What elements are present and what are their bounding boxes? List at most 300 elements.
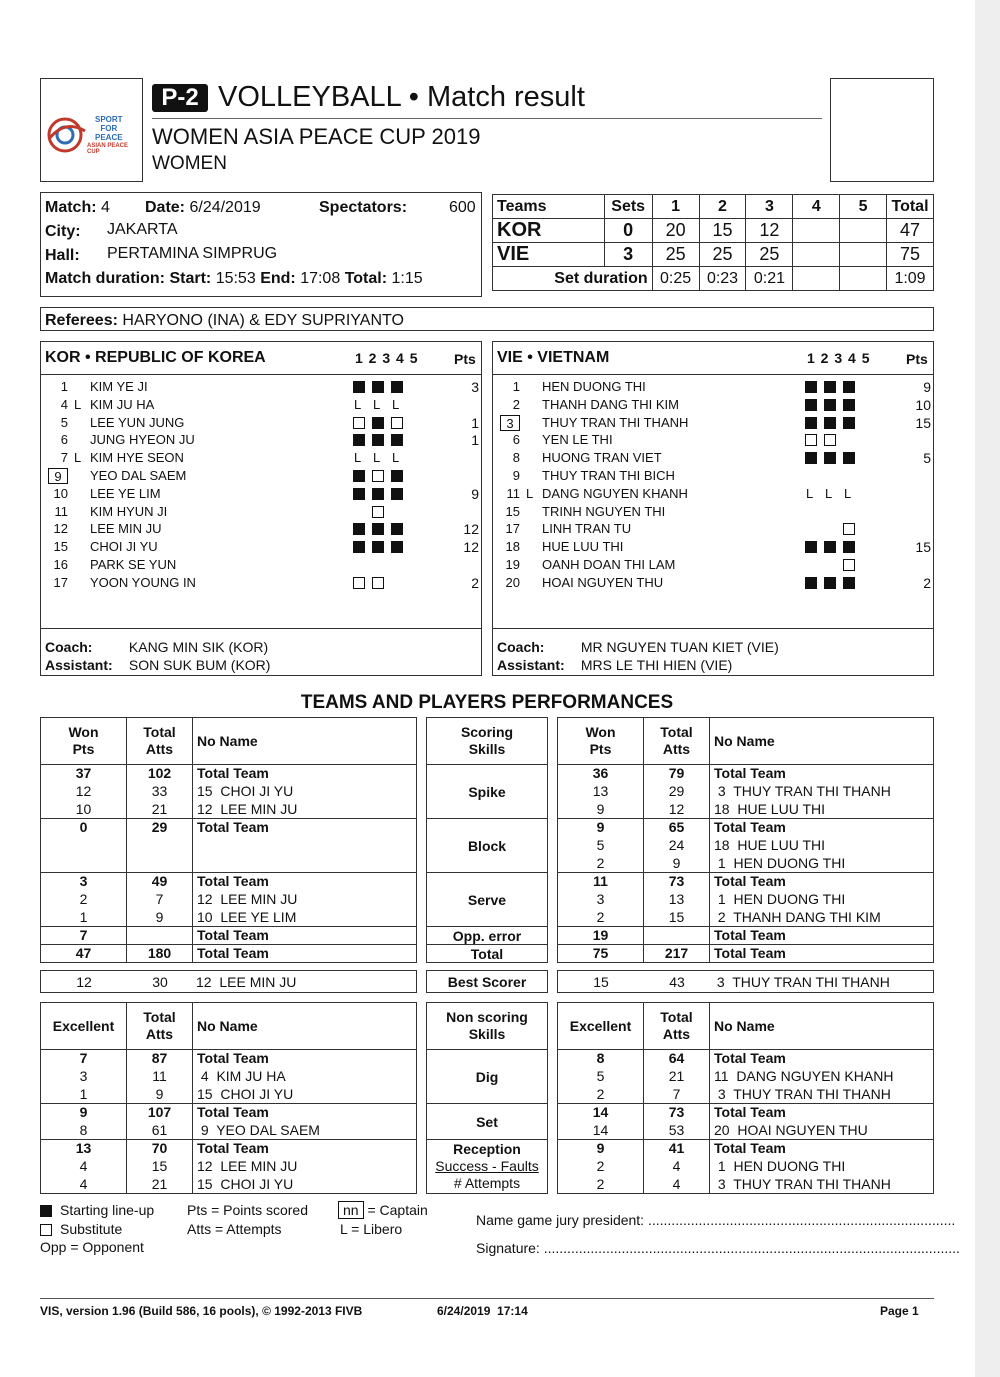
atts-value: 73 [644,1104,710,1122]
starting-lineup-square-icon [824,452,836,464]
legend-substitute: Substitute [60,1221,123,1237]
libero-set-mark: L [844,485,852,501]
substitute-square-icon [372,506,384,518]
player-points: 10 [915,396,931,413]
atts-value: 9 [127,909,193,927]
starting-lineup-square-icon [843,452,855,464]
results-header-sets: Sets [604,195,652,219]
player-points: 2 [923,574,931,591]
starting-lineup-square-icon [843,577,855,589]
player-number: 8 [512,450,520,466]
legend-atts: Atts = Attempts [187,1221,282,1237]
total-set-duration: 1:09 [887,267,934,291]
player-points: 1 [471,414,479,431]
won-value [41,837,127,855]
set-score [793,219,840,243]
perf-row [41,855,417,873]
player-points: 9 [923,379,931,395]
category-name: WOMEN [152,153,227,174]
set-duration [840,267,887,291]
player-number: 9 [48,468,68,484]
won-value: 36 [558,765,644,783]
won-value: 3 [41,1068,127,1086]
set-duration: 0:21 [746,267,793,291]
player-points: 15 [915,414,931,431]
won-value: 3 [558,891,644,909]
logo-text-1: SPORT [95,115,123,124]
total-points: 75 [887,243,934,267]
player-row [493,520,933,538]
player-name: LINH TRAN TU [542,521,632,537]
starting-lineup-square-icon [391,470,403,482]
player-entry: 15 CHOI JI YU [193,783,417,801]
performance-title: TEAMS AND PLAYERS PERFORMANCES [300,692,674,713]
perf-row [558,1068,934,1086]
starting-lineup-square-icon [372,523,384,535]
won-value: 1 [41,1086,127,1104]
player-name: THUY TRAN THI THANH [542,414,689,430]
set-score: 12 [746,219,793,243]
col-header-won [558,718,644,765]
legend-captain: = Captain [367,1202,428,1218]
results-header-set3: 3 [746,195,793,219]
won-value: 7 [41,927,127,945]
starting-lineup-square-icon [372,417,384,429]
player-entry: 1 HEN DUONG THI [710,891,934,909]
results-row-vie [493,243,934,267]
atts-value: 29 [127,819,193,837]
starting-lineup-square-icon [805,399,817,411]
player-entry: Total Team [193,945,417,963]
logo-text-4: ASIAN PEACE CUP [87,143,129,155]
atts-value: 4 [644,1158,710,1176]
won-value: 9 [558,819,644,837]
won-value: 13 [558,783,644,801]
player-entry: Total Team [710,1140,934,1158]
vie-pts-label: Pts [906,351,928,367]
footer-divider [40,1298,934,1299]
set-score: 15 [699,219,746,243]
perf-row [558,801,934,819]
starting-lineup-square-icon [353,434,365,446]
player-row [493,449,933,467]
blank-corner-box [830,78,934,182]
vie-roster-box [492,341,934,676]
footer-page: Page 1 [880,1304,919,1318]
player-number: 15 [505,503,520,519]
starting-lineup-square-icon [824,577,836,589]
won-value: 14 [558,1122,644,1140]
skills-label: Skills [468,741,506,757]
player-number: 1 [512,379,520,394]
kor-team-title: KOR • REPUBLIC OF KOREA [45,349,266,366]
starting-lineup-square-icon [843,417,855,429]
competition-name: WOMEN ASIA PEACE CUP 2019 [152,124,481,149]
player-row [493,396,933,414]
date-label: Date: [145,199,186,216]
total-duration: 1:15 [391,270,423,287]
player-row [493,378,933,396]
atts-value: 107 [127,1104,193,1122]
perf-row [558,891,934,909]
kor-coach-divider [41,628,481,629]
atts-value: 65 [644,819,710,837]
won-value: 14 [558,1104,644,1122]
signature-line: Signature: ........................................................................................................... [476,1240,960,1256]
won-value: 37 [41,765,127,783]
starting-lineup-square-icon [391,541,403,553]
starting-lineup-square-icon [805,452,817,464]
col-header-no-name: No Name [193,718,417,765]
col-header-total-atts [644,718,710,765]
won-value: 4 [41,1158,127,1176]
player-entry [193,855,417,873]
kor-best-scorer-box [40,970,417,993]
perf-row [558,945,934,963]
player-entry: Total Team [710,765,934,783]
vie-team-title: VIE • VIETNAM [497,349,610,366]
kor-pts-label: Pts [454,351,476,367]
libero-set-mark: L [806,485,814,501]
perf-row [558,837,934,855]
perf-row [41,1176,417,1194]
player-name: CHOI JI YU [90,539,158,555]
atts-value: 15 [644,909,710,927]
player-entry: 2 THANH DANG THI KIM [710,909,934,927]
player-number: 11 [54,503,68,519]
starting-lineup-square-icon [805,381,817,393]
vie-coach-label: Coach: [497,639,545,655]
skill-opp-error: Opp. error [427,927,548,945]
player-number: 20 [505,574,520,590]
perf-row [41,837,417,855]
results-header-set2: 2 [699,195,746,219]
best-scorer-label: Best Scorer [447,974,527,990]
sets-won: 0 [604,219,652,243]
kor-coach-name: KANG MIN SIK (KOR) [128,639,269,655]
player-name: THANH DANG THI KIM [542,396,679,412]
atts-value: 24 [644,837,710,855]
kor-coach-label: Coach: [45,639,93,655]
atts-value: 7 [127,891,193,909]
player-row [493,538,933,556]
won-value: 47 [41,945,127,963]
start-time: 15:53 [215,270,256,287]
perf-row [41,909,417,927]
atts-value: 21 [127,1176,193,1194]
player-points: 9 [471,485,479,502]
player-entry: Total Team [710,927,934,945]
page-edge-shadow [975,0,1000,1377]
player-entry: Total Team [710,819,934,837]
starting-lineup-square-icon [372,541,384,553]
atts-value: 21 [127,801,193,819]
end-label: End: [260,270,296,287]
libero-flag: L [74,450,82,466]
won-value: 2 [558,855,644,873]
libero-flag: L [74,396,82,412]
col-header-no-name: No Name [710,718,934,765]
match-label: Match: [45,199,97,216]
atts-value [127,837,193,855]
player-number: 11 [506,485,520,501]
player-row [41,520,481,538]
results-header-set4: 4 [793,195,840,219]
player-entry: 1 HEN DUONG THI [710,1158,934,1176]
player-name: DANG NGUYEN KHANH [542,485,688,501]
set-score: 25 [652,243,699,267]
match-number: 4 [101,199,110,216]
skill-total: Total [427,945,548,963]
won-value: 8 [558,1050,644,1068]
player-entry: 11 DANG NGUYEN KHANH [710,1068,934,1086]
player-name: KIM HYUN JI [90,503,168,519]
col-header-text: Total [143,724,176,740]
won-value: 2 [558,1158,644,1176]
col-header-won [558,1003,644,1050]
player-entry: Total Team [710,1050,934,1068]
set-duration: 0:25 [652,267,699,291]
won-value: 2 [558,909,644,927]
player-row [41,503,481,521]
atts-value [127,855,193,873]
player-number: 6 [512,432,520,448]
won-value: 1 [41,909,127,927]
libero-set-mark: L [373,450,381,466]
atts-value: 13 [644,891,710,909]
spectators-label: Spectators: [319,199,408,216]
atts-value: 4 [644,1176,710,1194]
player-entry: Total Team [710,945,934,963]
player-name: KIM JU HA [90,396,155,412]
col-header-text: Won [585,724,616,740]
won-value: 4 [41,1176,127,1194]
substitute-square-icon [372,577,384,589]
player-number: 19 [505,557,520,572]
perf-row [41,1140,417,1158]
col-header-text: Pts [589,741,612,757]
won-value: 0 [41,819,127,837]
doc-title: VOLLEYBALL • Match result [218,81,585,113]
starting-lineup-square-icon [353,470,365,482]
set-score [840,243,887,267]
perf-row [558,1086,934,1104]
perf-row [41,927,417,945]
skill-reception: Reception [453,1141,521,1157]
player-row [41,574,481,592]
substitute-square-icon [391,417,403,429]
atts-value: 21 [644,1068,710,1086]
atts-value: 9 [644,855,710,873]
libero-flag: L [526,485,534,501]
kor-assistant-name: SON SUK BUM (KOR) [128,657,271,673]
player-name: YOON YOUNG IN [90,574,196,590]
won-value: 75 [558,945,644,963]
total-points: 47 [887,219,934,243]
player-number: 5 [60,414,68,430]
perf-row [558,1176,934,1194]
player-name: HUE LUU THI [542,539,624,555]
perf-row [41,1068,417,1086]
player-entry: Total Team [193,1140,417,1158]
player-name: THUY TRAN THI BICH [542,468,675,483]
player-entry: 1 HEN DUONG THI [710,855,934,873]
vie-best-scorer-box [557,970,934,993]
won-value: 19 [558,927,644,945]
won-value: 9 [558,1140,644,1158]
vie-header-divider [493,374,933,375]
substitute-square-icon [353,577,365,589]
perf-row [41,1122,417,1140]
skill-set: Set [427,1104,548,1140]
player-row [41,431,481,449]
atts-value: 73 [644,873,710,891]
player-entry: Total Team [193,1050,417,1068]
substitute-square-icon [824,434,836,446]
player-entry: Total Team [193,873,417,891]
end-time: 17:08 [300,270,341,287]
logo-text-2: FOR [100,124,118,133]
player-name: PARK SE YUN [90,557,177,572]
results-table [492,194,934,291]
starting-lineup-square-icon [843,381,855,393]
atts-value: 102 [127,765,193,783]
kor-assistant-label: Assistant: [45,657,113,673]
perf-row [41,1050,417,1068]
starting-lineup-square-icon [372,381,384,393]
player-number: 10 [53,485,68,501]
kor-set-columns: 1 2 3 4 5 [355,350,418,366]
skill-block: Block [427,819,548,873]
won-value: 2 [558,1086,644,1104]
player-row [493,431,933,449]
player-name: KIM HYE SEON [90,450,184,466]
starting-lineup-square-icon [805,577,817,589]
atts-value: 87 [127,1050,193,1068]
won-value: 11 [558,873,644,891]
won-value [41,855,127,873]
col-header-text: Won [68,724,99,740]
starting-lineup-square-icon [824,417,836,429]
player-number: 18 [505,539,520,555]
player-row [41,556,481,574]
nonscoring-skills-column [426,1002,548,1194]
legend-starting: Starting line-up [60,1202,155,1218]
atts-value: 53 [644,1122,710,1140]
nonscoring-label: Non scoring [446,1009,528,1025]
results-header-teams: Teams [493,195,605,219]
col-header-text: Atts [662,741,691,757]
player-number: 17 [505,521,520,537]
atts-value: 29 [644,783,710,801]
player-entry: Total Team [710,873,934,891]
libero-set-mark: L [373,396,381,412]
player-number: 3 [500,415,520,431]
atts-value: 12 [644,801,710,819]
set-score: 20 [652,219,699,243]
starting-lineup-square-icon [805,417,817,429]
atts-value [127,927,193,945]
perf-row [558,927,934,945]
start-label: Start: [169,270,212,287]
jury-president-line: Name game jury president: ............................................................................... [476,1212,956,1228]
vie-coach-name: MR NGUYEN TUAN KIET (VIE) [580,639,779,655]
libero-set-mark: L [825,485,833,501]
team-code: KOR [493,219,605,243]
player-number: 7 [60,450,68,466]
perf-row [41,1158,417,1176]
results-header-total: Total [887,195,934,219]
perf-row [41,891,417,909]
starting-lineup-square-icon [824,399,836,411]
player-row [41,378,481,396]
referees-label: Referees: [45,312,118,329]
player-entry: 12 LEE MIN JU [193,891,417,909]
col-header-text: Atts [662,1026,691,1042]
perf-row [41,819,417,837]
footer-printed: 6/24/2019 17:14 [437,1304,528,1318]
kor-best-pts: 12 [76,974,92,990]
ns-skills-label: Skills [468,1026,506,1042]
player-entry: 18 HUE LUU THI [710,837,934,855]
referees-box [40,307,934,331]
starting-lineup-square-icon [391,523,403,535]
player-name: YEN LE THI [542,432,613,448]
skill-serve: Serve [427,873,548,927]
set-score: 25 [699,243,746,267]
perf-row [41,945,417,963]
starting-lineup-square-icon [353,523,365,535]
city-value: JAKARTA [107,221,178,238]
perf-row [558,1158,934,1176]
player-entry: 10 LEE YE LIM [193,909,417,927]
player-number: 9 [512,468,520,483]
player-entry: 12 LEE MIN JU [193,801,417,819]
substitute-square-icon [372,470,384,482]
player-entry: Total Team [710,1104,934,1122]
substitute-square-icon [843,559,855,571]
col-header-text: Atts [145,1026,174,1042]
won-value: 12 [41,783,127,801]
perf-row [558,909,934,927]
col-header-text: Pts [72,741,95,757]
player-name: OANH DOAN THI LAM [542,557,676,572]
player-entry: 18 HUE LUU THI [710,801,934,819]
player-name: HEN DUONG THI [542,379,646,394]
player-number: 4 [60,396,68,412]
col-header-text: Atts [145,741,174,757]
logo-box [40,78,143,182]
atts-value: 15 [127,1158,193,1176]
scoring-skills-column [426,717,548,963]
best-scorer-label-box [426,970,548,993]
starting-lineup-square-icon [391,488,403,500]
player-name: LEE YUN JUNG [90,414,185,430]
set-score: 25 [746,243,793,267]
player-number: 6 [60,432,68,448]
player-name: HOAI NGUYEN THU [542,574,664,590]
city-label: City: [45,223,81,240]
match-info-box [40,192,482,297]
col-header-total-atts [127,1003,193,1050]
perf-row [41,1104,417,1122]
libero-set-mark: L [392,450,400,466]
player-name: LEE YE LIM [90,485,161,501]
sport-for-peace-logo [41,79,142,181]
perf-row [41,873,417,891]
col-header-text: Excellent [52,1017,115,1034]
kor-header-divider [41,374,481,375]
